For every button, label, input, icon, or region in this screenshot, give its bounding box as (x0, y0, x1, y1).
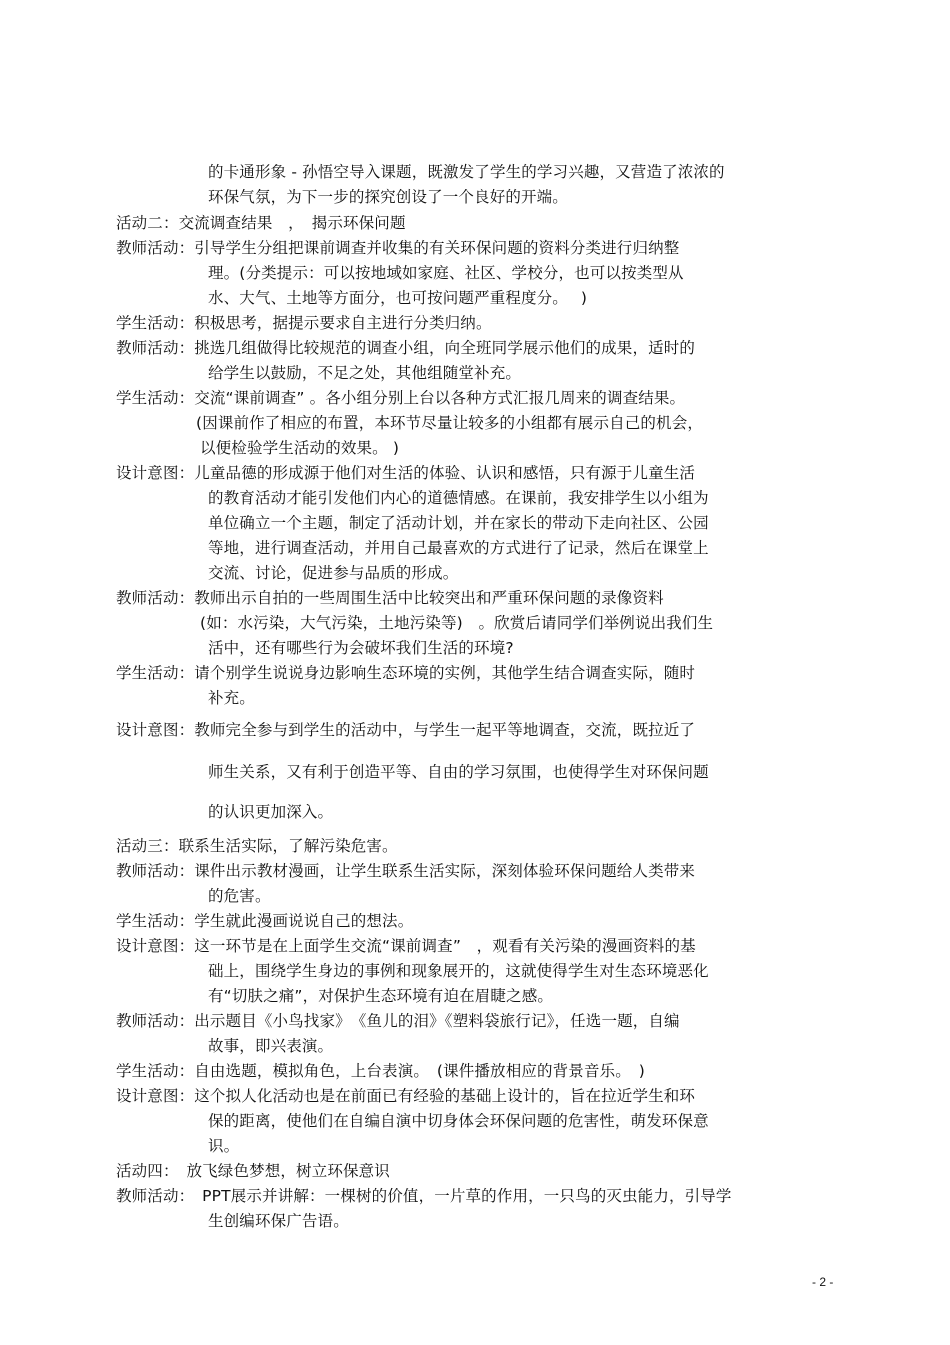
text-line: 活中，还有哪些行为会破坏我们生活的环境? (208, 639, 514, 657)
text-line: 理。(分类提示：可以按地域如家庭、社区、学校分，也可以按类型从 (208, 264, 684, 282)
text-line: 环保气氛，为下一步的探究创设了一个良好的开端。 (208, 188, 568, 206)
text-line: 学生活动：学生就此漫画说说自己的想法。 (116, 912, 414, 930)
text-line: 学生活动：自由选题，模拟角色，上台表演。 (课件播放相应的背景音乐。 ) (116, 1062, 645, 1080)
text-line: 生创编环保广告语。 (208, 1212, 349, 1230)
text-line: 的危害。 (208, 887, 271, 905)
page-number: - 2 - (812, 1275, 834, 1289)
text-line: 水、大气、土地等方面分，也可按问题严重程度分。 ) (208, 289, 588, 307)
text-line: 活动三：联系生活实际，了解污染危害。 (116, 837, 398, 855)
text-line: 保的距离，使他们在自编自演中切身体会环保问题的危害性，萌发环保意 (208, 1112, 709, 1130)
text-line: 识。 (208, 1137, 240, 1155)
text-line: 教师活动：引导学生分组把课前调查并收集的有关环保问题的资料分类进行归纳整 (116, 239, 680, 257)
text-line: 设计意图：儿童品德的形成源于他们对生活的体验、认识和感悟，只有源于儿童生活 (116, 464, 696, 482)
text-line: 活动二：交流调查结果 ， 揭示环保问题 (116, 214, 406, 232)
text-line: 学生活动：交流“课前调查” 。各小组分别上台以各种方式汇报几周来的调查结果。 (116, 389, 686, 407)
text-line: 教师活动：教师出示自拍的一些周围生活中比较突出和严重环保问题的录像资料 (116, 589, 664, 607)
text-line: 交流、讨论，促进参与品质的形成。 (208, 564, 459, 582)
text-line: 以便检验学生活动的效果。 ) (200, 439, 400, 457)
text-line: 师生关系，又有利于创造平等、自由的学习氛围，也使得学生对环保问题 (208, 763, 709, 781)
text-line: 教师活动： PPT展示并讲解：一棵树的价值，一片草的作用，一只鸟的灭虫能力，引导学 (116, 1187, 732, 1205)
text-line: 活动四： 放飞绿色梦想，树立环保意识 (116, 1162, 390, 1180)
text-line: 教师活动：挑选几组做得比较规范的调查小组，向全班同学展示他们的成果，适时的 (116, 339, 696, 357)
text-line: 学生活动：请个别学生说说身边影响生态环境的实例，其他学生结合调查实际，随时 (116, 664, 696, 682)
text-line: 础上，围绕学生身边的事例和现象展开的，这就使得学生对生态环境恶化 (208, 962, 709, 980)
text-line: 设计意图：教师完全参与到学生的活动中，与学生一起平等地调查，交流，既拉近了 (116, 721, 696, 739)
text-line: 故事，即兴表演。 (208, 1037, 334, 1055)
text-line: 的卡通形象 - 孙悟空导入课题，既激发了学生的学习兴趣，又营造了浓浓的 (208, 163, 725, 181)
text-line: 单位确立一个主题，制定了活动计划，并在家长的带动下走向社区、公园 (208, 514, 709, 532)
text-line: 给学生以鼓励，不足之处，其他组随堂补充。 (208, 364, 522, 382)
text-line: 等地，进行调查活动，并用自己最喜欢的方式进行了记录，然后在课堂上 (208, 539, 709, 557)
text-line: 学生活动：积极思考，据提示要求自主进行分类归纳。 (116, 314, 492, 332)
text-line: 设计意图：这一环节是在上面学生交流“课前调查” ，观看有关污染的漫画资料的基 (116, 937, 696, 955)
text-line: 的教育活动才能引发他们内心的道德情感。在课前，我安排学生以小组为 (208, 489, 709, 507)
text-line: 的认识更加深入。 (208, 803, 334, 821)
text-line: 有“切肤之痛”，对保护生态环境有迫在眉睫之感。 (208, 987, 554, 1005)
text-line: (如：水污染，大气污染，土地污染等) 。欣赏后请同学们举例说出我们生 (200, 614, 714, 632)
text-line: 设计意图：这个拟人化活动也是在前面已有经验的基础上设计的，旨在拉近学生和环 (116, 1087, 696, 1105)
text-line: 补充。 (208, 689, 255, 707)
text-line: (因课前作了相应的布置，本环节尽量让较多的小组都有展示自己的机会， (196, 414, 703, 432)
text-line: 教师活动：出示题目《小鸟找家》 《鱼儿的泪》《塑料袋旅行记》，任选一题，自编 (116, 1012, 680, 1030)
text-line: 教师活动：课件出示教材漫画，让学生联系生活实际，深刻体验环保问题给人类带来 (116, 862, 696, 880)
